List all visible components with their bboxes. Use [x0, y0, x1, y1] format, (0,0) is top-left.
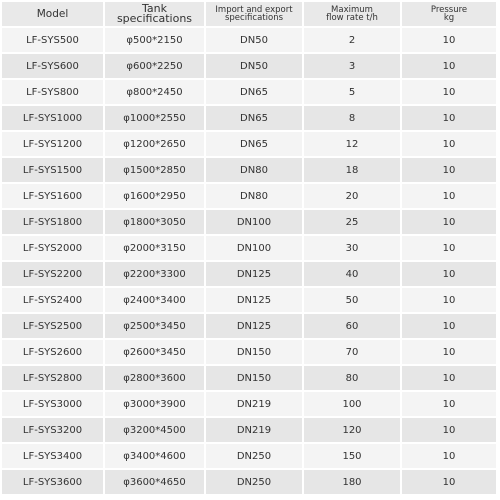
cell-import-export: DN50: [206, 28, 304, 54]
cell-pressure: 10: [402, 366, 496, 392]
cell-max-flow-rate: 180: [304, 470, 402, 496]
cell-import-export: DN219: [206, 392, 304, 418]
spec-table-container: [2, 2, 496, 496]
cell-model: LF-SYS1200: [2, 132, 105, 158]
cell-tank-specifications: φ3200*4500: [105, 418, 206, 444]
cell-import-export: DN125: [206, 288, 304, 314]
cell-pressure: 10: [402, 288, 496, 314]
cell-tank-specifications: φ1200*2650: [105, 132, 206, 158]
cell-import-export: DN80: [206, 184, 304, 210]
cell-tank-specifications: φ2400*3400: [105, 288, 206, 314]
cell-pressure: 10: [402, 210, 496, 236]
cell-tank-specifications: φ500*2150: [105, 28, 206, 54]
cell-pressure: 10: [402, 392, 496, 418]
cell-max-flow-rate: 8: [304, 106, 402, 132]
cell-model: LF-SYS2000: [2, 236, 105, 262]
cell-import-export: DN65: [206, 132, 304, 158]
header-flow-line1: Maximum: [331, 5, 373, 15]
cell-pressure: 10: [402, 80, 496, 106]
table-row: [2, 132, 496, 158]
cell-max-flow-rate: 3: [304, 54, 402, 80]
table-row: [2, 366, 496, 392]
table-row: [2, 158, 496, 184]
cell-import-export: DN125: [206, 314, 304, 340]
cell-pressure: 10: [402, 54, 496, 80]
cell-max-flow-rate: 5: [304, 80, 402, 106]
cell-pressure: 10: [402, 340, 496, 366]
cell-import-export: DN250: [206, 470, 304, 496]
cell-max-flow-rate: 12: [304, 132, 402, 158]
table-row: [2, 314, 496, 340]
cell-tank-specifications: φ3400*4600: [105, 444, 206, 470]
cell-model: LF-SYS1800: [2, 210, 105, 236]
cell-model: LF-SYS1500: [2, 158, 105, 184]
header-import-export-specifications: [206, 2, 304, 28]
cell-max-flow-rate: 120: [304, 418, 402, 444]
cell-model: LF-SYS2600: [2, 340, 105, 366]
cell-model: LF-SYS3600: [2, 470, 105, 496]
cell-pressure: 10: [402, 236, 496, 262]
cell-tank-specifications: φ800*2450: [105, 80, 206, 106]
cell-model: LF-SYS3400: [2, 444, 105, 470]
cell-pressure: 10: [402, 106, 496, 132]
cell-max-flow-rate: 20: [304, 184, 402, 210]
cell-tank-specifications: φ2600*3450: [105, 340, 206, 366]
cell-import-export: DN150: [206, 366, 304, 392]
cell-tank-specifications: φ2800*3600: [105, 366, 206, 392]
cell-tank-specifications: φ3000*3900: [105, 392, 206, 418]
cell-import-export: DN65: [206, 106, 304, 132]
cell-import-export: DN80: [206, 158, 304, 184]
cell-pressure: 10: [402, 158, 496, 184]
cell-import-export: DN219: [206, 418, 304, 444]
header-flow-line2: flow rate t/h: [326, 13, 378, 23]
cell-model: LF-SYS600: [2, 54, 105, 80]
cell-max-flow-rate: 50: [304, 288, 402, 314]
table-row: [2, 106, 496, 132]
cell-model: LF-SYS2500: [2, 314, 105, 340]
cell-tank-specifications: φ600*2250: [105, 54, 206, 80]
table-row: [2, 80, 496, 106]
cell-import-export: DN250: [206, 444, 304, 470]
table-row: [2, 184, 496, 210]
table-row: [2, 210, 496, 236]
header-pressure-line1: Pressure: [430, 5, 468, 15]
header-io-line2: specifications: [224, 13, 284, 23]
table-row: [2, 288, 496, 314]
cell-max-flow-rate: 25: [304, 210, 402, 236]
cell-model: LF-SYS2800: [2, 366, 105, 392]
cell-tank-specifications: φ1600*2950: [105, 184, 206, 210]
table-row: [2, 392, 496, 418]
header-tank-specifications: [105, 2, 206, 28]
table-row: [2, 340, 496, 366]
header-pressure-line2: kg: [443, 13, 455, 23]
cell-model: LF-SYS2400: [2, 288, 105, 314]
cell-model: LF-SYS3000: [2, 392, 105, 418]
cell-model: LF-SYS1000: [2, 106, 105, 132]
table-row: [2, 54, 496, 80]
table-header: [2, 2, 496, 28]
cell-max-flow-rate: 70: [304, 340, 402, 366]
table-row: [2, 262, 496, 288]
header-model: [2, 2, 105, 28]
table-body: [2, 28, 496, 496]
cell-pressure: 10: [402, 444, 496, 470]
cell-tank-specifications: φ2000*3150: [105, 236, 206, 262]
cell-pressure: 10: [402, 28, 496, 54]
cell-model: LF-SYS2200: [2, 262, 105, 288]
cell-tank-specifications: φ1500*2850: [105, 158, 206, 184]
cell-model: LF-SYS1600: [2, 184, 105, 210]
cell-max-flow-rate: 30: [304, 236, 402, 262]
table-row: [2, 418, 496, 444]
cell-tank-specifications: φ1800*3050: [105, 210, 206, 236]
cell-pressure: 10: [402, 314, 496, 340]
cell-tank-specifications: φ3600*4650: [105, 470, 206, 496]
table-row: [2, 470, 496, 496]
cell-max-flow-rate: 150: [304, 444, 402, 470]
header-max-flow-rate: [304, 2, 402, 28]
cell-pressure: 10: [402, 184, 496, 210]
cell-import-export: DN150: [206, 340, 304, 366]
header-pressure: [402, 2, 496, 28]
cell-import-export: DN100: [206, 210, 304, 236]
cell-tank-specifications: φ1000*2550: [105, 106, 206, 132]
cell-model: LF-SYS800: [2, 80, 105, 106]
cell-max-flow-rate: 80: [304, 366, 402, 392]
cell-max-flow-rate: 40: [304, 262, 402, 288]
header-row: [2, 2, 496, 28]
spec-table: [2, 2, 496, 496]
table-row: [2, 236, 496, 262]
header-tank-line2: specifications: [116, 12, 193, 25]
header-io-line1: Import and export: [215, 5, 293, 15]
cell-import-export: DN50: [206, 54, 304, 80]
cell-model: LF-SYS3200: [2, 418, 105, 444]
cell-pressure: 10: [402, 132, 496, 158]
cell-max-flow-rate: 100: [304, 392, 402, 418]
header-tank-line1: Tank: [142, 2, 167, 15]
cell-import-export: DN100: [206, 236, 304, 262]
cell-pressure: 10: [402, 470, 496, 496]
header-model-label: Model: [36, 7, 69, 20]
cell-tank-specifications: φ2500*3450: [105, 314, 206, 340]
cell-max-flow-rate: 18: [304, 158, 402, 184]
cell-model: LF-SYS500: [2, 28, 105, 54]
cell-max-flow-rate: 2: [304, 28, 402, 54]
table-row: [2, 28, 496, 54]
cell-pressure: 10: [402, 418, 496, 444]
table-row: [2, 444, 496, 470]
cell-tank-specifications: φ2200*3300: [105, 262, 206, 288]
cell-import-export: DN125: [206, 262, 304, 288]
cell-pressure: 10: [402, 262, 496, 288]
cell-import-export: DN65: [206, 80, 304, 106]
cell-max-flow-rate: 60: [304, 314, 402, 340]
